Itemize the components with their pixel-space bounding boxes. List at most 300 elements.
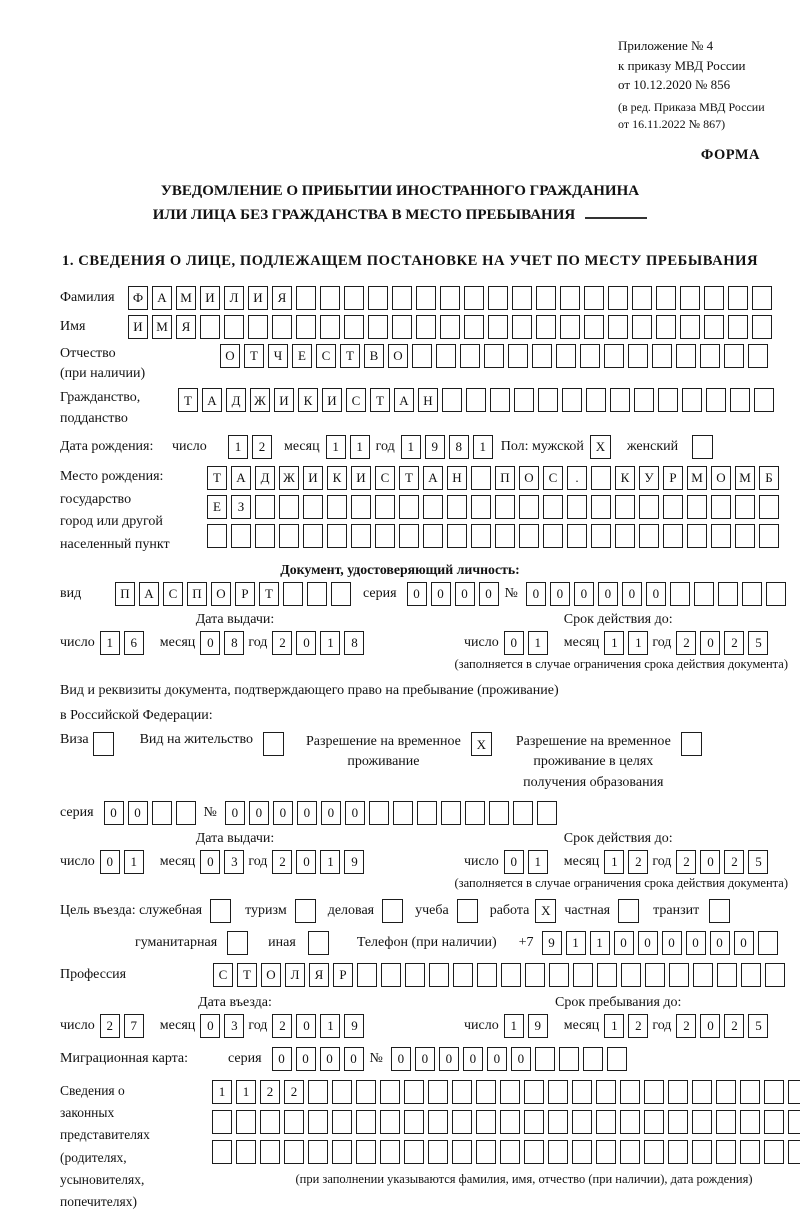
char-cell[interactable]: Т xyxy=(399,466,419,490)
char-cell[interactable]: Т xyxy=(370,388,390,412)
char-cell[interactable]: Т xyxy=(244,344,264,368)
char-cell[interactable]: 5 xyxy=(748,631,768,655)
char-cell[interactable] xyxy=(519,524,539,548)
char-cell[interactable] xyxy=(519,495,539,519)
char-cell[interactable]: 8 xyxy=(449,435,469,459)
char-cell[interactable]: 5 xyxy=(748,850,768,874)
char-cell[interactable]: И xyxy=(303,466,323,490)
char-cell[interactable] xyxy=(668,1080,688,1104)
char-cell[interactable]: Т xyxy=(340,344,360,368)
char-cell[interactable]: П xyxy=(495,466,515,490)
char-cell[interactable]: 1 xyxy=(350,435,370,459)
char-cell[interactable] xyxy=(417,801,437,825)
char-cell[interactable] xyxy=(351,524,371,548)
char-cell[interactable] xyxy=(596,1080,616,1104)
char-cell[interactable] xyxy=(583,1047,603,1071)
char-cell[interactable] xyxy=(596,1110,616,1134)
char-cell[interactable]: 0 xyxy=(622,582,642,606)
char-cell[interactable] xyxy=(368,286,388,310)
char-cell[interactable] xyxy=(404,1110,424,1134)
char-cell[interactable]: 1 xyxy=(236,1080,256,1104)
char-cell[interactable]: 0 xyxy=(686,931,706,955)
char-cell[interactable]: 0 xyxy=(511,1047,531,1071)
char-cell[interactable] xyxy=(308,1080,328,1104)
char-cell[interactable] xyxy=(687,524,707,548)
char-cell[interactable]: О xyxy=(519,466,539,490)
char-cell[interactable] xyxy=(500,1110,520,1134)
char-cell[interactable] xyxy=(380,1110,400,1134)
char-cell[interactable] xyxy=(248,315,268,339)
char-cell[interactable] xyxy=(752,286,772,310)
char-cell[interactable]: М xyxy=(735,466,755,490)
char-cell[interactable]: А xyxy=(423,466,443,490)
char-cell[interactable] xyxy=(501,963,521,987)
char-cell[interactable] xyxy=(536,286,556,310)
char-cell[interactable] xyxy=(412,344,432,368)
char-cell[interactable] xyxy=(668,1110,688,1134)
char-cell[interactable] xyxy=(591,466,611,490)
char-cell[interactable] xyxy=(724,344,744,368)
char-cell[interactable] xyxy=(735,495,755,519)
char-cell[interactable]: 2 xyxy=(724,1014,744,1038)
char-cell[interactable]: У xyxy=(639,466,659,490)
char-cell[interactable] xyxy=(471,524,491,548)
char-cell[interactable]: И xyxy=(322,388,342,412)
purpose-tourism-checkbox[interactable] xyxy=(295,899,316,923)
char-cell[interactable]: В xyxy=(364,344,384,368)
char-cell[interactable] xyxy=(634,388,654,412)
char-cell[interactable]: 0 xyxy=(479,582,499,606)
char-cell[interactable] xyxy=(620,1080,640,1104)
char-cell[interactable]: 0 xyxy=(700,850,720,874)
char-cell[interactable] xyxy=(368,315,388,339)
char-cell[interactable] xyxy=(692,1080,712,1104)
char-cell[interactable] xyxy=(711,495,731,519)
char-cell[interactable]: . xyxy=(567,466,587,490)
char-cell[interactable] xyxy=(416,286,436,310)
char-cell[interactable] xyxy=(452,1110,472,1134)
char-cell[interactable] xyxy=(307,582,327,606)
char-cell[interactable] xyxy=(495,495,515,519)
char-cell[interactable]: И xyxy=(200,286,220,310)
char-cell[interactable] xyxy=(331,582,351,606)
char-cell[interactable]: А xyxy=(139,582,159,606)
char-cell[interactable] xyxy=(513,801,533,825)
char-cell[interactable] xyxy=(680,286,700,310)
char-cell[interactable] xyxy=(416,315,436,339)
char-cell[interactable] xyxy=(740,1140,760,1164)
char-cell[interactable]: П xyxy=(115,582,135,606)
char-cell[interactable] xyxy=(700,344,720,368)
char-cell[interactable]: Б xyxy=(759,466,779,490)
char-cell[interactable] xyxy=(380,1140,400,1164)
char-cell[interactable] xyxy=(466,388,486,412)
char-cell[interactable]: О xyxy=(211,582,231,606)
char-cell[interactable] xyxy=(644,1140,664,1164)
char-cell[interactable] xyxy=(532,344,552,368)
char-cell[interactable]: 0 xyxy=(100,850,120,874)
char-cell[interactable] xyxy=(447,524,467,548)
char-cell[interactable] xyxy=(759,495,779,519)
char-cell[interactable] xyxy=(460,344,480,368)
char-cell[interactable] xyxy=(740,1110,760,1134)
char-cell[interactable]: 0 xyxy=(128,801,148,825)
char-cell[interactable]: 9 xyxy=(542,931,562,955)
char-cell[interactable]: 9 xyxy=(344,850,364,874)
char-cell[interactable] xyxy=(428,1140,448,1164)
char-cell[interactable] xyxy=(615,495,635,519)
char-cell[interactable]: 7 xyxy=(124,1014,144,1038)
char-cell[interactable] xyxy=(764,1110,784,1134)
char-cell[interactable] xyxy=(584,315,604,339)
char-cell[interactable] xyxy=(484,344,504,368)
char-cell[interactable] xyxy=(441,801,461,825)
char-cell[interactable]: 0 xyxy=(614,931,634,955)
char-cell[interactable] xyxy=(694,582,714,606)
char-cell[interactable] xyxy=(584,286,604,310)
char-cell[interactable]: 0 xyxy=(345,801,365,825)
char-cell[interactable] xyxy=(508,344,528,368)
char-cell[interactable] xyxy=(580,344,600,368)
char-cell[interactable] xyxy=(283,582,303,606)
char-cell[interactable]: К xyxy=(615,466,635,490)
char-cell[interactable] xyxy=(567,495,587,519)
char-cell[interactable] xyxy=(560,315,580,339)
char-cell[interactable] xyxy=(639,495,659,519)
char-cell[interactable] xyxy=(716,1110,736,1134)
char-cell[interactable]: 6 xyxy=(124,631,144,655)
char-cell[interactable] xyxy=(573,963,593,987)
char-cell[interactable]: 0 xyxy=(431,582,451,606)
char-cell[interactable] xyxy=(543,495,563,519)
char-cell[interactable] xyxy=(754,388,774,412)
char-cell[interactable] xyxy=(404,1080,424,1104)
char-cell[interactable]: Н xyxy=(447,466,467,490)
char-cell[interactable]: 1 xyxy=(212,1080,232,1104)
char-cell[interactable] xyxy=(224,315,244,339)
char-cell[interactable] xyxy=(716,1080,736,1104)
char-cell[interactable]: А xyxy=(202,388,222,412)
char-cell[interactable]: 9 xyxy=(425,435,445,459)
char-cell[interactable]: 0 xyxy=(463,1047,483,1071)
char-cell[interactable] xyxy=(604,344,624,368)
char-cell[interactable]: 0 xyxy=(504,850,524,874)
char-cell[interactable]: 0 xyxy=(249,801,269,825)
char-cell[interactable]: 0 xyxy=(439,1047,459,1071)
char-cell[interactable] xyxy=(465,801,485,825)
purpose-business-checkbox[interactable] xyxy=(382,899,403,923)
char-cell[interactable] xyxy=(669,963,689,987)
char-cell[interactable] xyxy=(730,388,750,412)
char-cell[interactable] xyxy=(548,1080,568,1104)
char-cell[interactable]: К xyxy=(327,466,347,490)
char-cell[interactable] xyxy=(556,344,576,368)
char-cell[interactable] xyxy=(597,963,617,987)
char-cell[interactable] xyxy=(296,286,316,310)
char-cell[interactable] xyxy=(320,315,340,339)
char-cell[interactable]: 1 xyxy=(473,435,493,459)
char-cell[interactable]: 0 xyxy=(598,582,618,606)
char-cell[interactable] xyxy=(393,801,413,825)
char-cell[interactable]: О xyxy=(388,344,408,368)
char-cell[interactable]: 3 xyxy=(224,1014,244,1038)
char-cell[interactable] xyxy=(788,1110,800,1134)
char-cell[interactable] xyxy=(717,963,737,987)
char-cell[interactable]: 2 xyxy=(724,850,744,874)
char-cell[interactable] xyxy=(320,286,340,310)
char-cell[interactable] xyxy=(272,315,292,339)
char-cell[interactable] xyxy=(207,524,227,548)
char-cell[interactable] xyxy=(255,524,275,548)
char-cell[interactable]: 0 xyxy=(710,931,730,955)
char-cell[interactable]: 0 xyxy=(296,631,316,655)
char-cell[interactable]: 2 xyxy=(260,1080,280,1104)
char-cell[interactable] xyxy=(260,1110,280,1134)
char-cell[interactable] xyxy=(537,801,557,825)
char-cell[interactable] xyxy=(356,1110,376,1134)
char-cell[interactable] xyxy=(610,388,630,412)
sex-male-checkbox[interactable]: X xyxy=(590,435,611,459)
char-cell[interactable] xyxy=(476,1110,496,1134)
char-cell[interactable] xyxy=(758,931,778,955)
char-cell[interactable] xyxy=(663,495,683,519)
char-cell[interactable] xyxy=(236,1140,256,1164)
char-cell[interactable]: 0 xyxy=(200,850,220,874)
char-cell[interactable] xyxy=(615,524,635,548)
char-cell[interactable] xyxy=(436,344,456,368)
char-cell[interactable] xyxy=(586,388,606,412)
char-cell[interactable]: Ж xyxy=(279,466,299,490)
char-cell[interactable] xyxy=(538,388,558,412)
char-cell[interactable]: 0 xyxy=(272,1047,292,1071)
char-cell[interactable]: М xyxy=(687,466,707,490)
char-cell[interactable] xyxy=(332,1110,352,1134)
char-cell[interactable]: 0 xyxy=(225,801,245,825)
char-cell[interactable] xyxy=(728,286,748,310)
char-cell[interactable] xyxy=(464,286,484,310)
char-cell[interactable]: 2 xyxy=(272,631,292,655)
char-cell[interactable] xyxy=(692,1110,712,1134)
char-cell[interactable]: 1 xyxy=(604,850,624,874)
char-cell[interactable] xyxy=(260,1140,280,1164)
char-cell[interactable] xyxy=(380,1080,400,1104)
char-cell[interactable] xyxy=(735,524,755,548)
char-cell[interactable] xyxy=(356,1140,376,1164)
char-cell[interactable]: М xyxy=(176,286,196,310)
char-cell[interactable]: Т xyxy=(237,963,257,987)
char-cell[interactable]: 0 xyxy=(407,582,427,606)
char-cell[interactable]: 9 xyxy=(344,1014,364,1038)
char-cell[interactable] xyxy=(632,315,652,339)
char-cell[interactable]: 0 xyxy=(455,582,475,606)
char-cell[interactable]: 0 xyxy=(273,801,293,825)
char-cell[interactable]: 0 xyxy=(200,631,220,655)
char-cell[interactable] xyxy=(663,524,683,548)
char-cell[interactable] xyxy=(351,495,371,519)
char-cell[interactable] xyxy=(500,1140,520,1164)
char-cell[interactable] xyxy=(308,1110,328,1134)
char-cell[interactable] xyxy=(392,286,412,310)
char-cell[interactable]: Л xyxy=(285,963,305,987)
char-cell[interactable]: 2 xyxy=(272,850,292,874)
char-cell[interactable] xyxy=(742,582,762,606)
char-cell[interactable] xyxy=(525,963,545,987)
char-cell[interactable] xyxy=(296,315,316,339)
char-cell[interactable] xyxy=(620,1140,640,1164)
char-cell[interactable] xyxy=(591,495,611,519)
char-cell[interactable]: С xyxy=(213,963,233,987)
char-cell[interactable] xyxy=(548,1110,568,1134)
char-cell[interactable]: Я xyxy=(272,286,292,310)
char-cell[interactable]: К xyxy=(298,388,318,412)
char-cell[interactable]: 0 xyxy=(320,1047,340,1071)
char-cell[interactable]: 1 xyxy=(320,850,340,874)
char-cell[interactable]: С xyxy=(163,582,183,606)
char-cell[interactable] xyxy=(303,495,323,519)
char-cell[interactable] xyxy=(512,315,532,339)
char-cell[interactable] xyxy=(620,1110,640,1134)
char-cell[interactable] xyxy=(357,963,377,987)
char-cell[interactable] xyxy=(572,1080,592,1104)
char-cell[interactable]: 1 xyxy=(100,631,120,655)
char-cell[interactable] xyxy=(440,315,460,339)
char-cell[interactable]: 0 xyxy=(297,801,317,825)
char-cell[interactable] xyxy=(524,1110,544,1134)
char-cell[interactable]: 2 xyxy=(272,1014,292,1038)
char-cell[interactable] xyxy=(628,344,648,368)
char-cell[interactable]: 1 xyxy=(566,931,586,955)
char-cell[interactable] xyxy=(488,315,508,339)
char-cell[interactable]: 0 xyxy=(296,850,316,874)
char-cell[interactable]: Е xyxy=(207,495,227,519)
char-cell[interactable]: 1 xyxy=(604,1014,624,1038)
char-cell[interactable] xyxy=(658,388,678,412)
char-cell[interactable] xyxy=(428,1080,448,1104)
char-cell[interactable]: С xyxy=(543,466,563,490)
char-cell[interactable]: А xyxy=(152,286,172,310)
char-cell[interactable]: 1 xyxy=(590,931,610,955)
char-cell[interactable] xyxy=(490,388,510,412)
purpose-official-checkbox[interactable] xyxy=(210,899,231,923)
char-cell[interactable]: 1 xyxy=(326,435,346,459)
char-cell[interactable] xyxy=(471,466,491,490)
char-cell[interactable]: З xyxy=(231,495,251,519)
char-cell[interactable]: И xyxy=(351,466,371,490)
char-cell[interactable]: 1 xyxy=(124,850,144,874)
char-cell[interactable]: 0 xyxy=(104,801,124,825)
char-cell[interactable]: 0 xyxy=(391,1047,411,1071)
char-cell[interactable]: 3 xyxy=(224,850,244,874)
char-cell[interactable]: Ж xyxy=(250,388,270,412)
char-cell[interactable] xyxy=(428,1110,448,1134)
char-cell[interactable]: 0 xyxy=(700,1014,720,1038)
purpose-humanitarian-checkbox[interactable] xyxy=(227,931,248,955)
char-cell[interactable] xyxy=(375,524,395,548)
char-cell[interactable] xyxy=(562,388,582,412)
char-cell[interactable]: 0 xyxy=(638,931,658,955)
char-cell[interactable] xyxy=(489,801,509,825)
char-cell[interactable] xyxy=(766,582,786,606)
char-cell[interactable] xyxy=(344,315,364,339)
char-cell[interactable]: О xyxy=(220,344,240,368)
char-cell[interactable] xyxy=(332,1080,352,1104)
char-cell[interactable]: 1 xyxy=(604,631,624,655)
char-cell[interactable] xyxy=(452,1140,472,1164)
char-cell[interactable]: М xyxy=(152,315,172,339)
char-cell[interactable] xyxy=(632,286,652,310)
char-cell[interactable]: 2 xyxy=(724,631,744,655)
char-cell[interactable] xyxy=(236,1110,256,1134)
char-cell[interactable] xyxy=(284,1110,304,1134)
char-cell[interactable]: С xyxy=(316,344,336,368)
char-cell[interactable]: И xyxy=(128,315,148,339)
char-cell[interactable] xyxy=(572,1140,592,1164)
char-cell[interactable] xyxy=(752,315,772,339)
char-cell[interactable]: Ф xyxy=(128,286,148,310)
char-cell[interactable] xyxy=(596,1140,616,1164)
char-cell[interactable]: О xyxy=(711,466,731,490)
char-cell[interactable] xyxy=(327,495,347,519)
char-cell[interactable] xyxy=(392,315,412,339)
char-cell[interactable] xyxy=(548,1140,568,1164)
char-cell[interactable] xyxy=(442,388,462,412)
char-cell[interactable] xyxy=(759,524,779,548)
char-cell[interactable]: 1 xyxy=(528,631,548,655)
char-cell[interactable] xyxy=(453,963,473,987)
char-cell[interactable] xyxy=(524,1140,544,1164)
char-cell[interactable] xyxy=(572,1110,592,1134)
char-cell[interactable]: 1 xyxy=(320,631,340,655)
char-cell[interactable] xyxy=(764,1140,784,1164)
char-cell[interactable]: 0 xyxy=(321,801,341,825)
char-cell[interactable]: 2 xyxy=(676,1014,696,1038)
char-cell[interactable] xyxy=(704,286,724,310)
visa-checkbox[interactable] xyxy=(93,732,114,756)
char-cell[interactable] xyxy=(608,286,628,310)
char-cell[interactable] xyxy=(670,582,690,606)
char-cell[interactable] xyxy=(500,1080,520,1104)
temp-residence-edu-checkbox[interactable] xyxy=(681,732,702,756)
char-cell[interactable] xyxy=(212,1110,232,1134)
char-cell[interactable] xyxy=(464,315,484,339)
char-cell[interactable]: 0 xyxy=(296,1047,316,1071)
char-cell[interactable]: О xyxy=(261,963,281,987)
char-cell[interactable] xyxy=(645,963,665,987)
char-cell[interactable] xyxy=(560,286,580,310)
char-cell[interactable]: 1 xyxy=(228,435,248,459)
char-cell[interactable] xyxy=(255,495,275,519)
char-cell[interactable]: 0 xyxy=(662,931,682,955)
char-cell[interactable] xyxy=(639,524,659,548)
char-cell[interactable]: 0 xyxy=(526,582,546,606)
char-cell[interactable] xyxy=(716,1140,736,1164)
char-cell[interactable] xyxy=(644,1080,664,1104)
char-cell[interactable] xyxy=(788,1080,800,1104)
char-cell[interactable] xyxy=(440,286,460,310)
char-cell[interactable]: 2 xyxy=(284,1080,304,1104)
char-cell[interactable] xyxy=(680,315,700,339)
char-cell[interactable] xyxy=(200,315,220,339)
char-cell[interactable]: Р xyxy=(235,582,255,606)
char-cell[interactable]: 8 xyxy=(224,631,244,655)
char-cell[interactable] xyxy=(543,524,563,548)
char-cell[interactable] xyxy=(344,286,364,310)
char-cell[interactable]: А xyxy=(394,388,414,412)
char-cell[interactable]: 0 xyxy=(296,1014,316,1038)
char-cell[interactable]: И xyxy=(274,388,294,412)
char-cell[interactable]: 0 xyxy=(504,631,524,655)
char-cell[interactable]: И xyxy=(248,286,268,310)
